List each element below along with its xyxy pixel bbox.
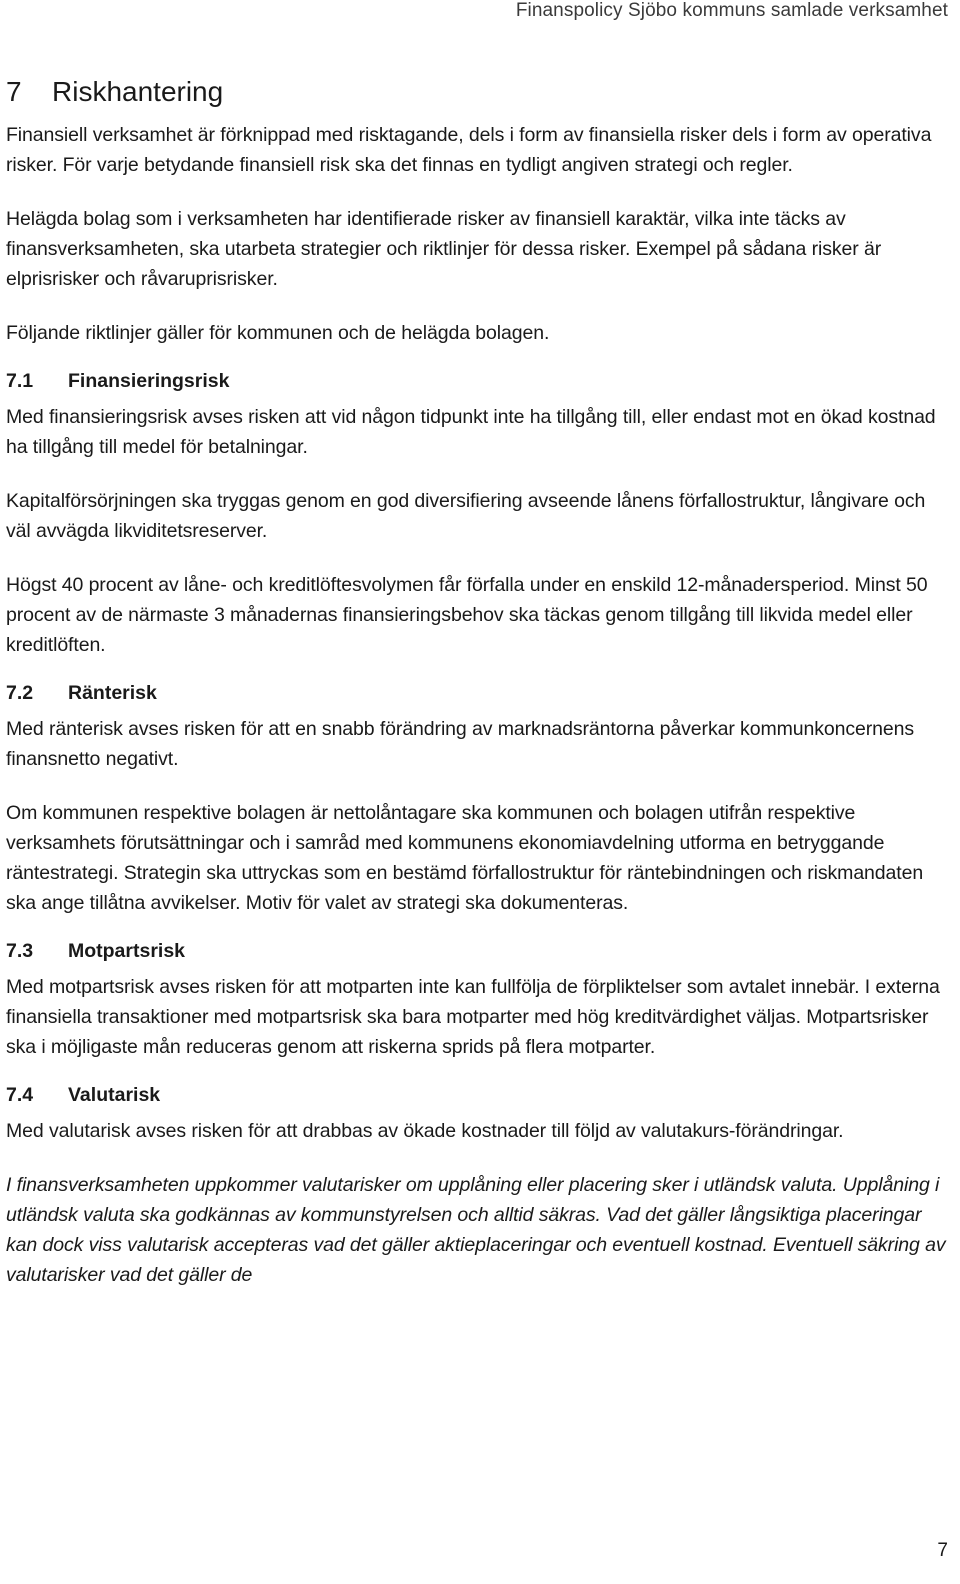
subsection-heading <box>6 678 950 708</box>
subsection-number: 7.3 <box>6 940 34 962</box>
paragraph-italic: I finansverksamheten uppkommer valutarisker om upplåning eller placering sker i utländsk valuta. Upplåning i utländsk valuta ska godkännas av kommunstyrelsen och alltid säkras. Vad det gäller långsiktiga placeringar kan dock viss valutarisk accepteras vad det gäller aktieplaceringar och eventuell kostnad. Eventuell säkring av valutarisker vad det gäller de <box>6 1174 946 1286</box>
paragraph: Helägda bolag som i verksamheten har identifierade risker av finansiell karaktär, vilka inte täcks av finansverksamheten, ska utarbeta strategier och riktlinjer för dessa risker. Exempel på sådana risker är elprisrisker och råvaruprisrisker. <box>6 208 882 290</box>
subsection-number: 7.4 <box>6 1084 34 1106</box>
paragraph: Om kommunen respektive bolagen är nettolåntagare ska kommunen och bolagen utifrån respektive verksamhets förutsättningar och i samråd med kommunens ekonomiavdelning utforma en betryggande räntestrategi. Strategin ska uttryckas som en bestämd förfallostruktur för räntebindningen och riskmandaten ska ange tillåtna avvikelser. Motiv för valet av strategi ska dokumenteras. <box>6 802 924 914</box>
paragraph: Med valutarisk avses risken för att drabbas av ökade kostnader till följd av valutakurs-förändringar. <box>6 1120 844 1142</box>
page-number: 7 <box>937 1540 948 1561</box>
document-body <box>6 72 950 1314</box>
paragraph: Följande riktlinjer gäller för kommunen och de helägda bolagen. <box>6 322 550 344</box>
subsection-number: 7.1 <box>6 370 34 392</box>
subsection-title: Motpartsrisk <box>68 940 186 962</box>
paragraph: Med ränterisk avses risken för att en snabb förändring av marknadsräntorna påverkar kommunkoncernens finansnetto negativt. <box>6 718 915 770</box>
subsection-title: Ränterisk <box>68 682 157 704</box>
subsection-title: Finansieringsrisk <box>68 370 230 392</box>
paragraph: Högst 40 procent av låne- och kreditlöftesvolymen får förfalla under en enskild 12-månadersperiod. Minst 50 procent av de närmaste 3 månadernas finansieringsbehov ska täckas genom tillgång till likvida medel eller kreditlöften. <box>6 574 928 656</box>
paragraph: Finansiell verksamhet är förknippad med risktagande, dels i form av finansiella risker dels i form av operativa risker. För varje betydande finansiell risk ska det finnas en tydligt angiven strategi och regler. <box>6 124 932 176</box>
running-header: Finanspolicy Sjöbo kommuns samlade verksamhet <box>515 0 948 21</box>
paragraph: Kapitalförsörjningen ska tryggas genom en god diversifiering avseende lånens förfallostruktur, långivare och väl avvägda likviditetsreserver. <box>6 490 926 542</box>
subsection-title: Valutarisk <box>68 1084 161 1106</box>
paragraph: Med finansieringsrisk avses risken att vid någon tidpunkt inte ha tillgång till, eller endast mot en ökad kostnad ha tillgång till medel för betalningar. <box>6 406 936 458</box>
section-heading <box>6 72 950 112</box>
subsection-heading <box>6 1080 950 1110</box>
subsection-heading <box>6 936 950 966</box>
paragraph: Med motpartsrisk avses risken för att motparten inte kan fullfölja de förpliktelser som avtalet innebär. I externa finansiella transaktioner med motpartsrisk ska bara motparter med hög kreditvärdighet väljas. Motpartsrisker ska i möjligaste mån reduceras genom att riskerna sprids på flera motparter. <box>6 976 940 1058</box>
section-number: 7 <box>6 76 22 107</box>
subsection-heading <box>6 366 950 396</box>
section-title: Riskhantering <box>52 76 224 107</box>
subsection-number: 7.2 <box>6 682 34 704</box>
